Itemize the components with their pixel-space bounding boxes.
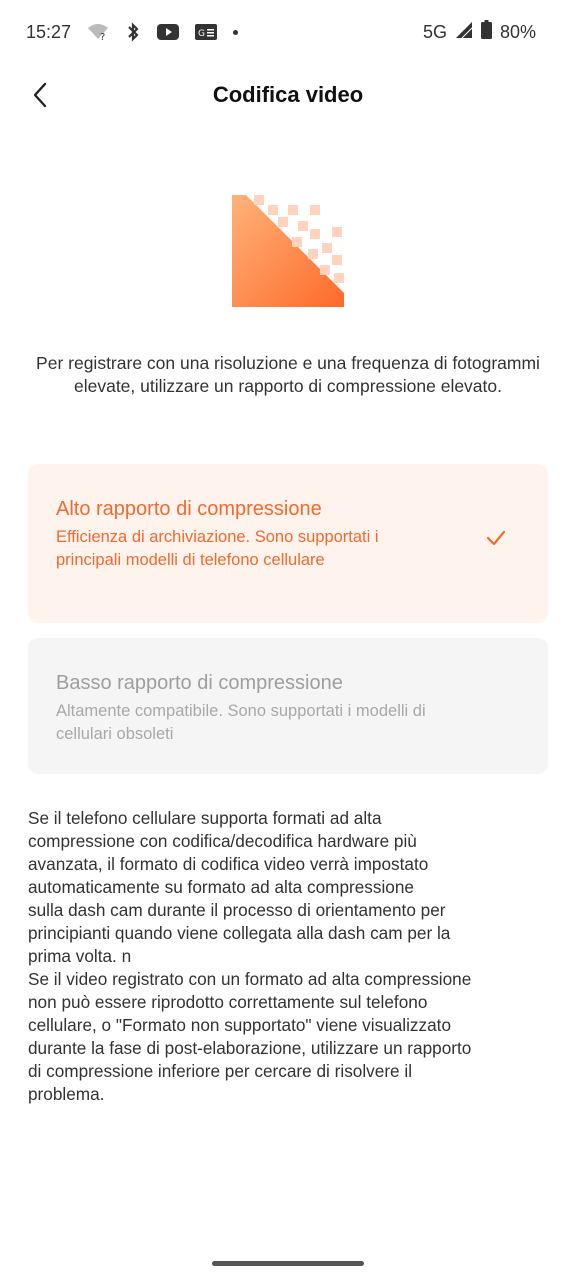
youtube-icon — [157, 24, 179, 40]
note-line: principianti quando viene collegata alla dash cam per la — [28, 923, 451, 943]
option-description: Efficienza di archiviazione. Sono supportati i principali modelli di telefono cellulare — [56, 528, 379, 569]
option-title: Alto rapporto di compressione — [56, 498, 322, 520]
note-line: avanzata, il formato di codifica video verrà impostato — [28, 854, 429, 874]
checkmark-icon — [486, 530, 506, 546]
battery-label: 80% — [499, 21, 536, 42]
wifi-question-icon — [87, 23, 109, 41]
svg-text:G: G — [198, 29, 206, 39]
note-line: Se il telefono cellulare supporta formati ad alta — [28, 808, 382, 828]
bluetooth-icon — [125, 22, 141, 42]
status-left — [26, 22, 238, 43]
option-description: Altamente compatibile. Sono supportati i modelli di cellulari obsoleti — [56, 702, 426, 743]
status-time: 15:27 — [26, 21, 72, 42]
signal-icon — [455, 21, 473, 44]
more-dot-icon — [233, 30, 238, 35]
status-right — [423, 20, 536, 44]
back-button[interactable] — [22, 76, 58, 114]
page-title: Codifica video — [212, 82, 364, 107]
note-line: di compressione inferiore per cercare di risolvere il — [28, 1061, 413, 1081]
status-bar — [0, 0, 576, 64]
option-low-compression[interactable] — [28, 638, 548, 774]
note-line: sulla dash cam durante il processo di orientamento per — [28, 900, 446, 920]
header — [0, 64, 576, 126]
note-line: prima volta. n — [28, 946, 132, 966]
intro-text: Per registrare con una risoluzione e una frequenza di fotogrammi elevate, utilizzare un rapporto di compressione elevato. — [36, 353, 540, 396]
network-label: 5G — [422, 21, 447, 42]
note-line: compressione con codifica/decodifica hardware più — [28, 831, 417, 851]
note-line: Se il video registrato con un formato ad alta compressione — [28, 969, 472, 989]
gmail-icon — [195, 24, 217, 40]
video-compression-icon — [230, 193, 346, 309]
chevron-left-icon — [32, 82, 48, 108]
note-line: durante la fase di post-elaborazione, utilizzare un rapporto — [28, 1038, 472, 1058]
note-line: automaticamente su formato ad alta compressione — [28, 877, 414, 897]
option-title: Basso rapporto di compressione — [56, 672, 343, 694]
note-text — [28, 807, 550, 1106]
note-line: non può essere riprodotto correttamente sul telefono — [28, 992, 428, 1012]
option-high-compression[interactable] — [28, 464, 548, 623]
note-line: cellulare, o "Formato non supportato" viene visualizzato — [28, 1015, 452, 1035]
home-indicator[interactable] — [212, 1261, 364, 1266]
battery-icon — [481, 20, 492, 44]
note-line: problema. — [28, 1084, 105, 1104]
svg-text:?: ? — [100, 32, 106, 41]
